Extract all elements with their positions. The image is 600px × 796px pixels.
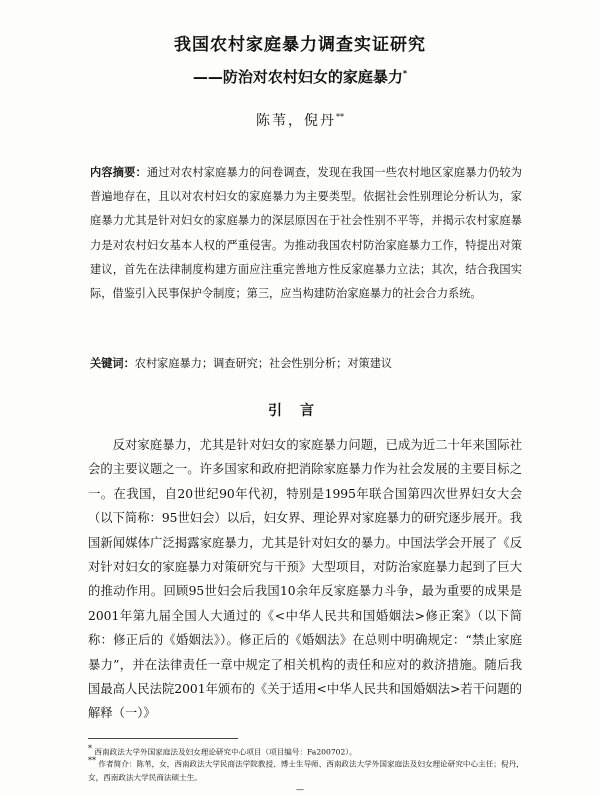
- paper-title: 我国农村家庭暴力调查实证研究: [174, 35, 426, 55]
- authors-footnote-mark: **: [336, 112, 344, 122]
- abstract: [90, 160, 522, 306]
- footnote-2-mark: **: [88, 756, 96, 765]
- keywords-text: 农村家庭暴力；调查研究；社会性别分析；对策建议: [134, 357, 393, 370]
- body-paragraph: 反对家庭暴力，尤其是针对妇女的家庭暴力问题，已成为近二十年来国际社会的主要议题之一。许多国家和政府把消除家庭暴力作为社会发展的主要目标之一。在我国，自20世纪90年代初，特别是1995年联合国第四次世界妇女大会（以下简称：95世妇会）以后，妇女界、理论界对家庭暴力的研究逐步展开。我国新闻媒体广泛揭露家庭暴力，尤其是针对妇女的暴力。中国法学会开展了《反对针对妇女的家庭暴力对策研究与干预》大型项目，对防治家庭暴力起到了巨大的推动作用。回顾95世妇会后我国10余年反家庭暴力斗争，最为重要的成果是2001年第九届全国人大通过的《<中华人民共和国婚姻法>修正案》（以下简称：修正后的《婚姻法》）。修正后的《婚姻法》在总则中明确规定：“禁止家庭暴力”，并在法律责任一章中规定了相关机构的责任和应对的救济措施。随后我国最高人民法院2001年颁布的《关于适用<中华人民共和国婚姻法>若干问题的解释（一）》: [88, 438, 522, 721]
- footnote-2-text: 作者简介：陈苇，女，西南政法大学民商法学院教授、博士生导师、西南政法大学外国家庭法及妇女理论研究中心主任；倪丹，女，西南政法大学民商法硕士生。: [88, 759, 524, 782]
- subtitle-footnote-mark: *: [402, 69, 408, 78]
- footnote-1-mark: *: [88, 744, 92, 753]
- section-heading: 引言: [268, 403, 332, 419]
- subtitle-text: ——防治对农村妇女的家庭暴力: [192, 68, 403, 86]
- page-number: —: [296, 785, 304, 794]
- keywords-label: 关键词：: [90, 356, 135, 370]
- authors-line: [0, 110, 600, 130]
- footnote-divider: [88, 738, 238, 739]
- body-text: [88, 433, 522, 726]
- abstract-text: 通过对农村家庭暴力的问卷调查，发现在我国一些农村地区家庭暴力仍较为普遍地存在，且以对农村妇女的家庭暴力为主要类型。依据社会性别理论分析认为，家庭暴力尤其是针对妇女的家庭暴力的深层原因在于社会性别不平等，并揭示农村家庭暴力是对农村妇女基本人权的严重侵害。为推动我国农村防治家庭暴力工作，特提出对策建议，首先在法律制度构建方面应注重完善地方性反家庭暴力立法；其次，结合我国实际，借鉴引入民事保护令制度；第三，应当构建防治家庭暴力的社会合力系统。: [90, 166, 522, 301]
- footnote-2: [88, 754, 528, 784]
- paper-subtitle: [0, 66, 600, 87]
- footnote-1-text: 西南政法大学外国家庭法及妇女理论研究中心项目（项目编号：Fa200702）。: [94, 747, 357, 757]
- abstract-label: 内容摘要：: [90, 165, 147, 179]
- keywords: [90, 355, 522, 371]
- authors-names: 陈苇，倪丹: [256, 113, 336, 129]
